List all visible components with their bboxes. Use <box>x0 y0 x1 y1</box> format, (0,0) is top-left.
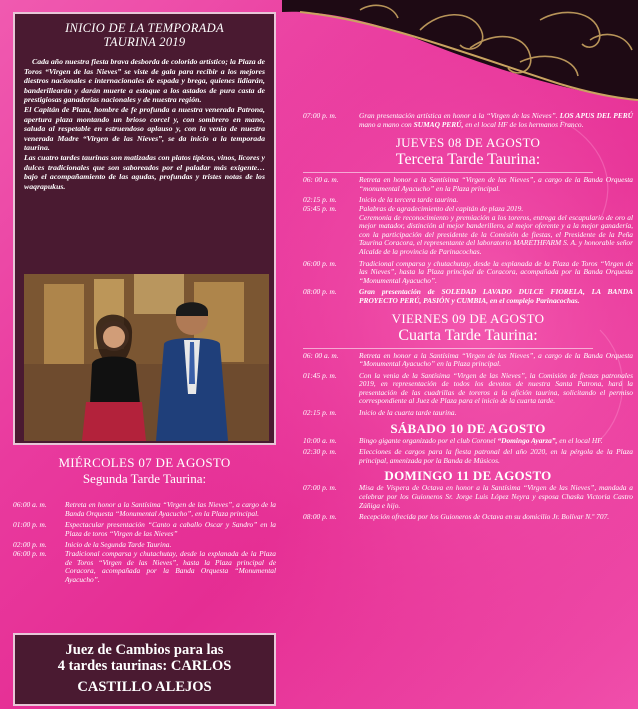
event-desc: Con la venia de la Santísima “Virgen de las Nieves”, la Comisión de fiestas patronales 2019, en representación de todos los devotos de nuestra Santa Patrona, hará la presentación de las cuadrillas de toreros a la afición taurina, solicitando el permiso correspondiente al Juez de Plaza para el inicio de la cuarta tarde. <box>359 370 633 406</box>
juez-line1: Juez de Cambios para las <box>65 642 224 658</box>
event-desc: Tradicional comparsa y chutachutay, desde la explanada de la Plaza de Toros “Virgen de las Nieves”, hasta la Plaza principal de Coracora, acompañada por la Banda Orquesta “Monumental Ayacucho”. <box>359 258 633 285</box>
event-row <box>13 521 276 538</box>
wednesday-heading: MIÉRCOLES 07 DE AGOSTO <box>58 455 231 470</box>
event-time: 02:00 p. m. <box>13 540 47 550</box>
event-desc <box>359 437 633 446</box>
event-time: 02:15 p. m. <box>303 195 337 205</box>
couple-photo <box>24 274 269 441</box>
event-desc-bold: LOS APUS DEL PERÚ <box>559 111 633 120</box>
intro-title-line1: INICIO DE LA TEMPORADA <box>65 21 224 35</box>
event-desc: Retreta en honor a la Santísima “Virgen de las Nieves”, a cargo de la Banda Orquesta “monumental Ayacucho” en la Plaza principal. <box>359 175 633 193</box>
event-time: 07:00 p. m. <box>303 483 337 493</box>
sunday-heading: DOMINGO 11 DE AGOSTO <box>384 468 552 484</box>
event-time: 06:00 p. m. <box>13 548 47 558</box>
event-row <box>13 501 276 518</box>
event-desc-bold: SUMAQ PERÚ, <box>413 119 464 129</box>
event-time: 05:45 p. m. <box>303 203 337 213</box>
event-desc: Retreta en honor a la Santísima “Virgen de las Nieves”, a cargo de la Banda Orquesta “Monumental Ayacucho” en la Plaza principal. <box>359 350 633 369</box>
event-desc: Inicio de la tercera tarde taurina. <box>359 195 459 205</box>
event-desc: Misa de Víspera de Octava en honor a la Santísima “Virgen de las Nieves”, mandada a celebrar por los Guioneros Sr. Jorge Luis López Neyra y esposa Chaska Victoria Castro Zúñiga e hijo. <box>359 483 633 510</box>
event-desc <box>359 112 633 129</box>
couple-photo-illustration <box>24 274 269 441</box>
event-desc: Espectacular presentación “Canto a caballo Oscar y Sandro” en la Plaza de toros “Virgen de las Nieves” <box>65 520 276 538</box>
divider <box>303 172 593 173</box>
event-desc: Ceremonia de reconocimiento y premiación a los toreros, entrega del escapulario de oro al mejor matador, distinción al mejor banderillero, al mejor oferente y a la mejor ganadería, con la participación del presidente de la Comisión de fiestas, el Presidente de la Peña Taurina Coracora, el representante del laboratorio MARETHFARM S. A. y honorable señor Alcalde de la provincia de Parinacochas. <box>359 212 633 256</box>
event-desc-part: mano a mano con <box>359 119 412 129</box>
event-time: 08:00 p. m. <box>303 287 337 297</box>
event-desc-part: en el local HF. <box>559 435 603 445</box>
divider <box>303 348 593 349</box>
event-time <box>303 214 359 257</box>
event-time: 01:00 p. m. <box>13 520 47 530</box>
event-desc: Gran presentación de SOLEDAD LAVADO DULCE FIORELA, LA BANDA PROYECTO PERÚ, PASIÓN y CUMBIA, en el complejo Parinacochas. <box>359 287 633 305</box>
event-desc: Retreta en honor a la Santísima “Virgen de las Nieves”, a cargo de la Banda Orquesta “Monumental Ayacucho”, en la Plaza principal. <box>65 500 276 518</box>
event-desc: Inicio de la Segunda Tarde Taurina. <box>65 540 172 550</box>
event-row <box>303 372 633 406</box>
event-time: 07:00 p. m. <box>303 111 337 120</box>
juez-box <box>13 633 276 706</box>
intro-text <box>24 57 265 191</box>
intro-paragraph-1: Cada año nuestra fiesta brava desborda de colorido artístico; la Plaza de Toros “Virgen de las Nieves” se viste de gala para recibir a los mejores diestros nacionales e internacionales de espada y brega, quienes lidiarán, banderillearán y darán muerte a estoque a los astados de pura casta de prestigiosas ganaderías nacionales y de nuestra región. <box>24 57 265 105</box>
intro-box <box>13 12 276 445</box>
event-desc-part: Bingo gigante organizado por el club Coronel <box>359 435 496 445</box>
friday-heading: VIERNES 09 DE AGOSTO <box>391 310 545 326</box>
juez-line2: 4 tardes taurinas: CARLOS <box>57 658 232 674</box>
event-row <box>303 437 633 446</box>
event-row <box>13 550 276 584</box>
wednesday-subheading: Segunda Tarde Taurina: <box>82 471 207 486</box>
event-desc-part: en el local HF de los hermanos Franco. <box>465 119 584 129</box>
event-row <box>303 176 633 193</box>
event-row <box>303 352 633 369</box>
event-row <box>303 260 633 286</box>
event-time: 08:00 p. m. <box>303 512 337 522</box>
left-column <box>0 0 282 709</box>
event-time: 06:00 a. m. <box>13 500 47 509</box>
event-time: 06:00 p. m. <box>303 258 337 268</box>
event-time: 06: 00 a. m. <box>303 175 339 185</box>
event-time: 10:00 a. m. <box>303 435 337 445</box>
intro-title <box>24 21 265 49</box>
event-row <box>303 112 633 129</box>
event-desc: Tradicional comparsa y chutachutay, desde la explanada de la Plaza de Toros “Virgen de las Nieves”, hasta la Plaza principal de Coracora, acompañada por la Banda Orquesta “Monumental Ayacucho”. <box>65 548 276 584</box>
intro-paragraph-3: Las cuatro tardes taurinas son matizadas con platos típicos, vinos, licores y dulces tradicionales que son saboreados por el paladar más exigente… bajo el acompañamiento de las agudas, profundas y tristes notas de los waqrapukus. <box>24 152 265 191</box>
right-column <box>303 112 633 707</box>
intro-title-line2: TAURINA 2019 <box>103 35 186 49</box>
event-time: 02:15 p. m. <box>303 408 337 418</box>
event-time: 01:45 p. m. <box>303 370 337 380</box>
juez-line3: CASTILLO ALEJOS <box>77 679 212 695</box>
saturday-heading: SÁBADO 10 DE AGOSTO <box>390 420 546 436</box>
event-row <box>303 409 633 418</box>
event-time: 02:30 p. m. <box>303 447 337 457</box>
event-time: 06: 00 a. m. <box>303 350 339 360</box>
event-row <box>303 448 633 465</box>
event-row <box>303 288 633 305</box>
event-desc: Elecciones de cargos para la fiesta patronal del año 2020, en la pérgola de la Plaza principal, amenizada por la Banda de Músicos. <box>359 447 633 465</box>
event-row <box>303 214 633 257</box>
event-row <box>303 513 633 522</box>
event-desc: Recepción ofrecida por los Guioneros de Octava en su domicilio Jr. Bolívar N.º 707. <box>359 512 610 522</box>
event-desc-part: Gran presentación artística en honor a la “Virgen de las Nieves”. <box>359 111 558 120</box>
intro-paragraph-2: El Capitán de Plaza, hombre de fe profunda a nuestra venerada Patrona, apertura plaza montando un brioso corcel y, con sombrero en mano, saluda al respetable en estruendoso aplauso y, con la venia de nuestra venerada Madre “Virgen de las Nieves”, se da inicio a la temporada taurina. <box>24 104 265 153</box>
friday-subheading: Cuarta Tarde Taurina: <box>398 326 538 344</box>
event-row <box>303 484 633 510</box>
event-desc: Palabras de agradecimiento del capitán de plaza 2019. <box>359 203 524 213</box>
event-desc: Inicio de la cuarta tarde taurina. <box>359 408 457 418</box>
wednesday-schedule <box>13 455 276 625</box>
event-desc-bold: “Domingo Ayarza”, <box>497 435 558 445</box>
thursday-subheading: Tercera Tarde Taurina: <box>395 151 541 169</box>
thursday-heading: JUEVES 08 DE AGOSTO <box>395 135 541 151</box>
